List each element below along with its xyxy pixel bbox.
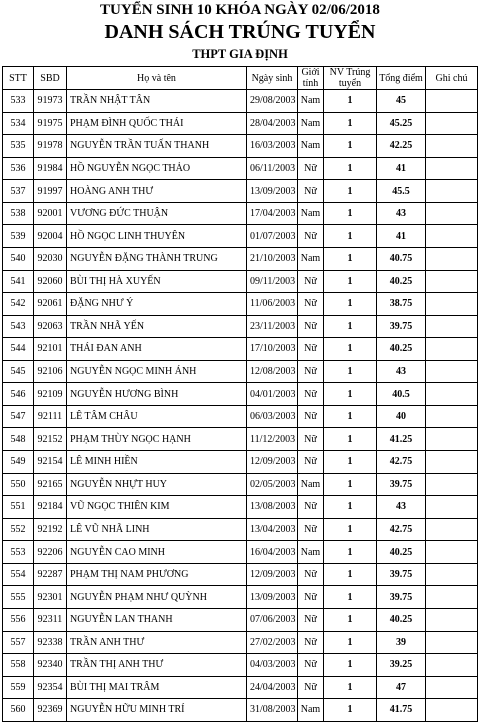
cell-stt: 537 xyxy=(3,180,34,203)
table-row xyxy=(3,247,478,270)
cell-dob: 02/05/2003 xyxy=(247,473,298,496)
cell-name: NGUYỄN PHẠM NHƯ QUỲNH xyxy=(67,586,247,609)
cell-sbd: 92184 xyxy=(34,496,67,519)
table-row xyxy=(3,270,478,293)
cell-stt: 541 xyxy=(3,270,34,293)
cell-dob: 24/04/2003 xyxy=(247,676,298,699)
cell-note xyxy=(426,428,478,451)
column-header-dob: Ngày sinh xyxy=(247,67,298,90)
table-row xyxy=(3,180,478,203)
cell-name: HỒ NGUYỄN NGỌC THẢO xyxy=(67,157,247,180)
cell-name: NGUYỄN HƯƠNG BÌNH xyxy=(67,383,247,406)
cell-stt: 536 xyxy=(3,157,34,180)
cell-note xyxy=(426,654,478,677)
table-row xyxy=(3,586,478,609)
cell-sbd: 92311 xyxy=(34,608,67,631)
cell-name: NGUYỄN HỮU MINH TRÍ xyxy=(67,699,247,722)
table-row xyxy=(3,631,478,654)
cell-stt: 534 xyxy=(3,112,34,135)
cell-note xyxy=(426,315,478,338)
cell-dob: 29/08/2003 xyxy=(247,90,298,113)
column-header-name: Họ và tên xyxy=(67,67,247,90)
cell-stt: 555 xyxy=(3,586,34,609)
cell-stt: 552 xyxy=(3,518,34,541)
cell-sbd: 92369 xyxy=(34,699,67,722)
cell-note xyxy=(426,608,478,631)
table-row xyxy=(3,90,478,113)
cell-score: 43 xyxy=(377,496,426,519)
cell-name: NGUYỄN ĐẶNG THÀNH TRUNG xyxy=(67,247,247,270)
cell-stt: 542 xyxy=(3,293,34,316)
table-row xyxy=(3,676,478,699)
table-row xyxy=(3,225,478,248)
cell-name: LÊ VŨ NHÃ LINH xyxy=(67,518,247,541)
cell-stt: 546 xyxy=(3,383,34,406)
cell-dob: 23/11/2003 xyxy=(247,315,298,338)
table-row xyxy=(3,293,478,316)
cell-dob: 27/02/2003 xyxy=(247,631,298,654)
cell-dob: 04/01/2003 xyxy=(247,383,298,406)
cell-dob: 17/04/2003 xyxy=(247,202,298,225)
cell-dob: 11/12/2003 xyxy=(247,428,298,451)
cell-gender: Nữ xyxy=(298,338,324,361)
cell-score: 40.25 xyxy=(377,270,426,293)
cell-nv: 1 xyxy=(324,135,377,158)
cell-stt: 551 xyxy=(3,496,34,519)
cell-nv: 1 xyxy=(324,338,377,361)
cell-score: 43 xyxy=(377,202,426,225)
cell-gender: Nữ xyxy=(298,180,324,203)
cell-score: 39.25 xyxy=(377,654,426,677)
cell-gender: Nữ xyxy=(298,157,324,180)
cell-sbd: 92060 xyxy=(34,270,67,293)
cell-note xyxy=(426,496,478,519)
table-row xyxy=(3,202,478,225)
cell-score: 40.25 xyxy=(377,541,426,564)
cell-score: 42.25 xyxy=(377,135,426,158)
cell-nv: 1 xyxy=(324,383,377,406)
cell-sbd: 92340 xyxy=(34,654,67,677)
cell-name: BÙI THỊ MAI TRÂM xyxy=(67,676,247,699)
cell-gender: Nữ xyxy=(298,225,324,248)
cell-score: 43 xyxy=(377,360,426,383)
cell-name: ĐẶNG NHƯ Ý xyxy=(67,293,247,316)
table-row xyxy=(3,405,478,428)
cell-nv: 1 xyxy=(324,202,377,225)
cell-name: NGUYỄN NHỰT HUY xyxy=(67,473,247,496)
cell-sbd: 92301 xyxy=(34,586,67,609)
cell-stt: 540 xyxy=(3,247,34,270)
cell-score: 41 xyxy=(377,225,426,248)
cell-note xyxy=(426,360,478,383)
cell-stt: 550 xyxy=(3,473,34,496)
cell-note xyxy=(426,518,478,541)
cell-sbd: 91975 xyxy=(34,112,67,135)
cell-sbd: 92287 xyxy=(34,563,67,586)
cell-gender: Nam xyxy=(298,473,324,496)
cell-stt: 549 xyxy=(3,451,34,474)
cell-sbd: 92154 xyxy=(34,451,67,474)
cell-score: 45 xyxy=(377,90,426,113)
cell-note xyxy=(426,699,478,722)
cell-note xyxy=(426,631,478,654)
cell-note xyxy=(426,405,478,428)
cell-gender: Nữ xyxy=(298,518,324,541)
cell-stt: 553 xyxy=(3,541,34,564)
cell-gender: Nữ xyxy=(298,451,324,474)
cell-score: 38.75 xyxy=(377,293,426,316)
cell-stt: 556 xyxy=(3,608,34,631)
cell-gender: Nam xyxy=(298,90,324,113)
cell-dob: 12/09/2003 xyxy=(247,451,298,474)
cell-gender: Nữ xyxy=(298,496,324,519)
cell-dob: 16/04/2003 xyxy=(247,541,298,564)
cell-note xyxy=(426,247,478,270)
cell-name: TRẦN THỊ ANH THƯ xyxy=(67,654,247,677)
exam-title: TUYỂN SINH 10 KHÓA NGÀY 02/06/2018 xyxy=(100,2,380,18)
cell-score: 39.75 xyxy=(377,315,426,338)
cell-name: PHẠM THÙY NGỌC HẠNH xyxy=(67,428,247,451)
cell-note xyxy=(426,180,478,203)
cell-nv: 1 xyxy=(324,428,377,451)
cell-gender: Nữ xyxy=(298,608,324,631)
table-row xyxy=(3,541,478,564)
admission-table xyxy=(2,66,478,722)
cell-note xyxy=(426,293,478,316)
cell-stt: 533 xyxy=(3,90,34,113)
cell-note xyxy=(426,135,478,158)
cell-nv: 1 xyxy=(324,699,377,722)
cell-dob: 17/10/2003 xyxy=(247,338,298,361)
cell-name: NGUYỄN TRẦN TUẤN THANH xyxy=(67,135,247,158)
cell-stt: 539 xyxy=(3,225,34,248)
cell-stt: 557 xyxy=(3,631,34,654)
cell-gender: Nữ xyxy=(298,270,324,293)
cell-score: 42.75 xyxy=(377,518,426,541)
cell-sbd: 92206 xyxy=(34,541,67,564)
cell-gender: Nữ xyxy=(298,563,324,586)
cell-note xyxy=(426,157,478,180)
cell-gender: Nữ xyxy=(298,586,324,609)
cell-gender: Nữ xyxy=(298,293,324,316)
cell-gender: Nam xyxy=(298,112,324,135)
cell-name: LÊ MINH HIỀN xyxy=(67,451,247,474)
cell-score: 41 xyxy=(377,157,426,180)
cell-sbd: 92165 xyxy=(34,473,67,496)
cell-score: 40.5 xyxy=(377,383,426,406)
cell-name: LÊ TÂM CHÂU xyxy=(67,405,247,428)
cell-nv: 1 xyxy=(324,586,377,609)
cell-gender: Nam xyxy=(298,247,324,270)
table-row xyxy=(3,360,478,383)
column-header-note: Ghi chú xyxy=(426,67,478,90)
cell-stt: 547 xyxy=(3,405,34,428)
cell-sbd: 92101 xyxy=(34,338,67,361)
cell-sbd: 92061 xyxy=(34,293,67,316)
cell-nv: 1 xyxy=(324,518,377,541)
cell-dob: 06/03/2003 xyxy=(247,405,298,428)
cell-gender: Nam xyxy=(298,135,324,158)
cell-nv: 1 xyxy=(324,112,377,135)
cell-sbd: 91997 xyxy=(34,180,67,203)
cell-nv: 1 xyxy=(324,405,377,428)
cell-name: NGUYỄN LAN THANH xyxy=(67,608,247,631)
table-row xyxy=(3,383,478,406)
cell-nv: 1 xyxy=(324,541,377,564)
cell-score: 41.25 xyxy=(377,428,426,451)
cell-score: 41.75 xyxy=(377,699,426,722)
cell-nv: 1 xyxy=(324,676,377,699)
cell-name: TRẦN NHÃ YẾN xyxy=(67,315,247,338)
cell-sbd: 92192 xyxy=(34,518,67,541)
cell-name: TRẦN NHẬT TÂN xyxy=(67,90,247,113)
cell-dob: 31/08/2003 xyxy=(247,699,298,722)
cell-sbd: 92001 xyxy=(34,202,67,225)
cell-dob: 07/06/2003 xyxy=(247,608,298,631)
cell-gender: Nữ xyxy=(298,315,324,338)
school-name: THPT GIA ĐỊNH xyxy=(192,47,288,61)
cell-score: 45.5 xyxy=(377,180,426,203)
cell-nv: 1 xyxy=(324,247,377,270)
table-row xyxy=(3,338,478,361)
cell-nv: 1 xyxy=(324,451,377,474)
cell-nv: 1 xyxy=(324,315,377,338)
cell-note xyxy=(426,676,478,699)
cell-gender: Nam xyxy=(298,541,324,564)
cell-stt: 548 xyxy=(3,428,34,451)
cell-score: 42.75 xyxy=(377,451,426,474)
cell-name: HOÀNG ANH THƯ xyxy=(67,180,247,203)
cell-score: 40.25 xyxy=(377,608,426,631)
cell-gender: Nữ xyxy=(298,631,324,654)
cell-note xyxy=(426,563,478,586)
table-header-row xyxy=(3,67,478,90)
cell-sbd: 91978 xyxy=(34,135,67,158)
cell-sbd: 92004 xyxy=(34,225,67,248)
cell-name: VƯƠNG ĐỨC THUẬN xyxy=(67,202,247,225)
cell-note xyxy=(426,225,478,248)
cell-sbd: 92338 xyxy=(34,631,67,654)
cell-name: BÙI THỊ HÀ XUYẾN xyxy=(67,270,247,293)
table-row xyxy=(3,608,478,631)
cell-dob: 09/11/2003 xyxy=(247,270,298,293)
cell-dob: 12/08/2003 xyxy=(247,360,298,383)
cell-sbd: 92030 xyxy=(34,247,67,270)
cell-name: NGUYỄN CAO MINH xyxy=(67,541,247,564)
column-header-stt: STT xyxy=(3,67,34,90)
cell-name: TRẦN ANH THƯ xyxy=(67,631,247,654)
cell-nv: 1 xyxy=(324,360,377,383)
table-row xyxy=(3,315,478,338)
cell-dob: 13/08/2003 xyxy=(247,496,298,519)
cell-stt: 543 xyxy=(3,315,34,338)
cell-score: 40 xyxy=(377,405,426,428)
cell-sbd: 92106 xyxy=(34,360,67,383)
cell-note xyxy=(426,473,478,496)
cell-dob: 13/09/2003 xyxy=(247,180,298,203)
cell-nv: 1 xyxy=(324,631,377,654)
cell-nv: 1 xyxy=(324,270,377,293)
cell-dob: 11/06/2003 xyxy=(247,293,298,316)
cell-note xyxy=(426,90,478,113)
cell-dob: 13/04/2003 xyxy=(247,518,298,541)
cell-gender: Nam xyxy=(298,202,324,225)
cell-nv: 1 xyxy=(324,157,377,180)
cell-dob: 01/07/2003 xyxy=(247,225,298,248)
cell-stt: 535 xyxy=(3,135,34,158)
cell-gender: Nữ xyxy=(298,360,324,383)
cell-note xyxy=(426,586,478,609)
cell-dob: 13/09/2003 xyxy=(247,586,298,609)
cell-name: VŨ NGỌC THIÊN KIM xyxy=(67,496,247,519)
table-row xyxy=(3,473,478,496)
cell-gender: Nữ xyxy=(298,654,324,677)
cell-score: 47 xyxy=(377,676,426,699)
cell-gender: Nữ xyxy=(298,676,324,699)
table-row xyxy=(3,563,478,586)
cell-dob: 28/04/2003 xyxy=(247,112,298,135)
list-title: DANH SÁCH TRÚNG TUYỂN xyxy=(104,21,376,43)
table-row xyxy=(3,654,478,677)
cell-score: 39 xyxy=(377,631,426,654)
cell-note xyxy=(426,202,478,225)
cell-nv: 1 xyxy=(324,293,377,316)
cell-nv: 1 xyxy=(324,496,377,519)
cell-score: 39.75 xyxy=(377,473,426,496)
column-header-nv: NV Trúng tuyển xyxy=(324,67,377,90)
cell-stt: 544 xyxy=(3,338,34,361)
cell-sbd: 92063 xyxy=(34,315,67,338)
cell-note xyxy=(426,112,478,135)
cell-sbd: 92152 xyxy=(34,428,67,451)
cell-name: PHẠM ĐÌNH QUỐC THÁI xyxy=(67,112,247,135)
cell-nv: 1 xyxy=(324,225,377,248)
cell-gender: Nam xyxy=(298,699,324,722)
cell-score: 39.75 xyxy=(377,563,426,586)
cell-gender: Nữ xyxy=(298,405,324,428)
cell-nv: 1 xyxy=(324,180,377,203)
column-header-gender: Giới tính xyxy=(298,67,324,90)
cell-sbd: 91973 xyxy=(34,90,67,113)
table-row xyxy=(3,157,478,180)
cell-gender: Nữ xyxy=(298,428,324,451)
table-row xyxy=(3,428,478,451)
cell-nv: 1 xyxy=(324,473,377,496)
cell-sbd: 92111 xyxy=(34,405,67,428)
cell-sbd: 92109 xyxy=(34,383,67,406)
cell-dob: 04/03/2003 xyxy=(247,654,298,677)
cell-note xyxy=(426,541,478,564)
cell-stt: 559 xyxy=(3,676,34,699)
cell-score: 45.25 xyxy=(377,112,426,135)
cell-note xyxy=(426,270,478,293)
cell-note xyxy=(426,338,478,361)
cell-name: THÁI ĐAN ANH xyxy=(67,338,247,361)
column-header-sbd: SBD xyxy=(34,67,67,90)
table-row xyxy=(3,451,478,474)
cell-stt: 545 xyxy=(3,360,34,383)
cell-nv: 1 xyxy=(324,563,377,586)
cell-stt: 558 xyxy=(3,654,34,677)
cell-name: PHẠM THỊ NAM PHƯƠNG xyxy=(67,563,247,586)
table-row xyxy=(3,112,478,135)
cell-score: 40.75 xyxy=(377,247,426,270)
cell-note xyxy=(426,383,478,406)
cell-score: 39.75 xyxy=(377,586,426,609)
cell-name: NGUYỄN NGỌC MINH ÁNH xyxy=(67,360,247,383)
column-header-score: Tổng điểm xyxy=(377,67,426,90)
table-row xyxy=(3,518,478,541)
table-row xyxy=(3,496,478,519)
cell-gender: Nữ xyxy=(298,383,324,406)
cell-sbd: 92354 xyxy=(34,676,67,699)
cell-stt: 538 xyxy=(3,202,34,225)
cell-dob: 16/03/2003 xyxy=(247,135,298,158)
table-row xyxy=(3,699,478,722)
cell-sbd: 91984 xyxy=(34,157,67,180)
cell-stt: 560 xyxy=(3,699,34,722)
cell-stt: 554 xyxy=(3,563,34,586)
cell-dob: 06/11/2003 xyxy=(247,157,298,180)
cell-nv: 1 xyxy=(324,90,377,113)
cell-score: 40.25 xyxy=(377,338,426,361)
cell-nv: 1 xyxy=(324,608,377,631)
cell-dob: 21/10/2003 xyxy=(247,247,298,270)
cell-dob: 12/09/2003 xyxy=(247,563,298,586)
table-row xyxy=(3,135,478,158)
cell-note xyxy=(426,451,478,474)
cell-name: HỒ NGỌC LINH THUYÊN xyxy=(67,225,247,248)
cell-nv: 1 xyxy=(324,654,377,677)
